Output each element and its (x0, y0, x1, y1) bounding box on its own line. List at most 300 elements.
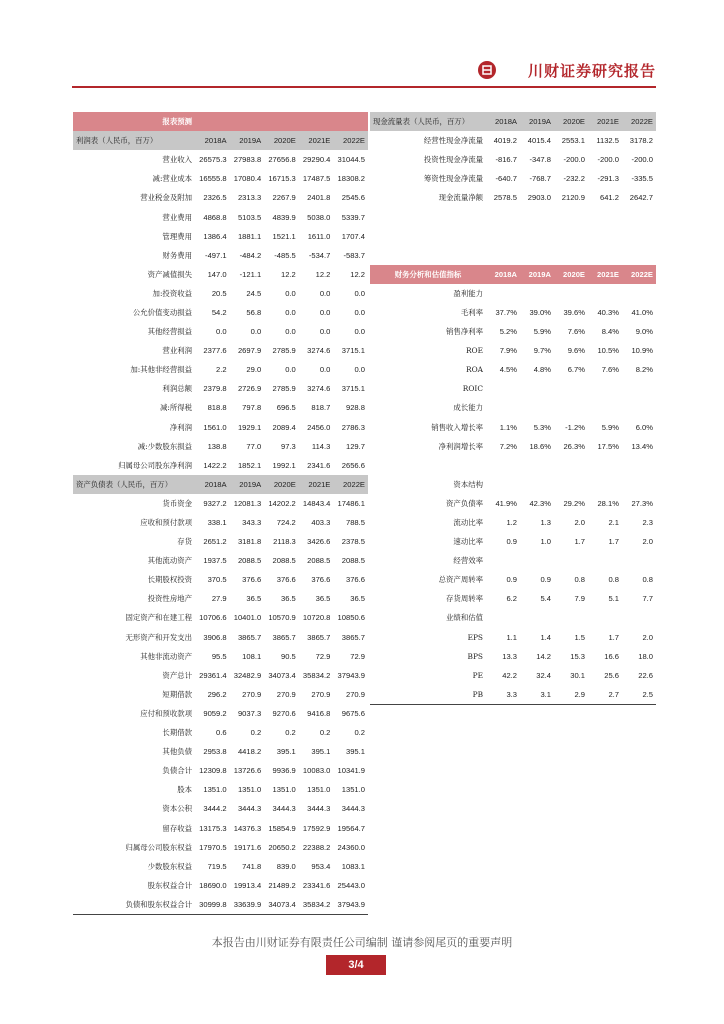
row-label: 资本结构 (453, 479, 483, 489)
cell-value: 3865.7 (237, 632, 262, 642)
spacer-row (370, 207, 656, 226)
table-row (73, 780, 368, 799)
row-label: 资产负债率 (446, 498, 483, 508)
cell-value: 741.8 (242, 861, 262, 871)
page-number: 3/4 (326, 955, 386, 975)
cell-value: 2022E (333, 475, 368, 494)
cell-value: 0.9 (540, 575, 551, 585)
cell-value: 23341.6 (302, 880, 331, 890)
row-label: 营业收入 (162, 155, 192, 165)
cell-value: 147.0 (207, 269, 227, 279)
cell-value: 10341.9 (337, 766, 365, 776)
cell-value: 3274.6 (307, 346, 331, 356)
cell-value: 18.0 (638, 651, 653, 661)
cell-value: 29.2% (563, 498, 585, 508)
cell-value: 9059.2 (203, 708, 227, 718)
row-label: 应收和预付款项 (140, 518, 192, 528)
table-row (73, 838, 368, 857)
cell-value: 0.0 (216, 327, 227, 337)
cell-value: -640.7 (495, 174, 517, 184)
cell-value (588, 551, 622, 570)
table-row (73, 532, 368, 551)
table-row (73, 418, 368, 437)
table-row (73, 857, 368, 876)
cell-value: 0.0 (354, 365, 365, 375)
cell-value (588, 207, 622, 226)
cell-value: 343.3 (242, 518, 262, 528)
cell-value: 18.6% (529, 441, 551, 451)
table-row (370, 647, 656, 666)
cell-value: 9270.6 (272, 708, 296, 718)
cell-value (195, 112, 230, 131)
cell-value (520, 379, 554, 398)
cell-value (622, 227, 656, 246)
cell-value: 0.8 (574, 575, 585, 585)
cell-value: 30.1 (570, 670, 585, 680)
cell-value: 9327.2 (203, 498, 227, 508)
cell-value (588, 475, 622, 494)
cell-value: 24.5 (246, 288, 262, 298)
cell-value (486, 246, 520, 265)
cell-value: 72.9 (315, 651, 331, 661)
cell-value (264, 112, 299, 131)
row-label: 现金流量表（人民币，百万） (370, 112, 486, 131)
row-label: 营业利润 (162, 346, 192, 356)
cell-value (588, 227, 622, 246)
cell-value: 0.0 (285, 288, 296, 298)
cell-value: 0.0 (354, 327, 365, 337)
table-row (73, 398, 368, 417)
cell-value: 2401.8 (307, 193, 331, 203)
cell-value: 0.0 (319, 307, 331, 317)
cell-value: 2018A (486, 265, 520, 284)
row-label: PE (472, 670, 483, 680)
cell-value: 15854.9 (268, 823, 296, 833)
cell-value: 39.6% (563, 307, 585, 317)
cell-value (588, 398, 622, 417)
cell-value: 4418.2 (237, 747, 262, 757)
cell-value: 2379.8 (203, 384, 227, 394)
cell-value: 24360.0 (337, 842, 365, 852)
table-row (370, 188, 656, 207)
row-label: 流动比率 (453, 518, 483, 528)
cell-value: 2903.0 (527, 193, 551, 203)
cell-value: 2022E (622, 265, 656, 284)
row-label: 销售净利率 (446, 327, 483, 337)
row-label: 毛利率 (460, 307, 483, 317)
cell-value: 2020E (554, 265, 588, 284)
cell-value: 19171.6 (233, 842, 262, 852)
cell-value (554, 207, 588, 226)
cell-value: 33639.9 (230, 895, 265, 915)
cell-value: 395.1 (345, 747, 365, 757)
cell-value: 32482.9 (233, 670, 262, 680)
page-header (72, 52, 656, 88)
cell-value: 1.7 (608, 632, 619, 642)
cell-value: 3715.1 (341, 346, 365, 356)
cell-value: 696.5 (276, 403, 296, 413)
cell-value: 0.6 (216, 728, 227, 738)
cell-value: 4015.4 (527, 136, 551, 146)
table-row (370, 685, 656, 705)
row-label: 存货周转率 (446, 594, 483, 604)
row-label: 销售收入增长率 (431, 422, 483, 432)
cell-value (486, 379, 520, 398)
cell-value: 724.2 (276, 518, 296, 528)
row-label (370, 207, 486, 226)
cell-value: 1.7 (608, 537, 619, 547)
cell-value: 19564.7 (337, 823, 365, 833)
cell-value: 9037.3 (237, 708, 262, 718)
cell-value: 9416.8 (307, 708, 331, 718)
cell-value: 1561.0 (203, 422, 227, 432)
table-row (73, 207, 368, 226)
row-label: 股东权益合计 (147, 880, 192, 890)
cell-value: 2021E (588, 265, 622, 284)
row-label: 资本公积 (162, 804, 192, 814)
cell-value: -1.2% (565, 422, 585, 432)
cell-value: 2545.6 (341, 193, 365, 203)
cell-value: -200.0 (631, 155, 653, 165)
cell-value: 3444.3 (237, 804, 262, 814)
disclaimer-note: 本报告由川财证券有限责任公司编制 谨请参阅尾页的重要声明 (211, 936, 513, 949)
table-row (73, 360, 368, 379)
cell-value (622, 398, 656, 417)
cell-value: 7.2% (499, 441, 517, 451)
cell-value: 12.2 (281, 269, 296, 279)
cell-value: 2341.6 (307, 460, 331, 470)
cell-value: 17.5% (597, 441, 619, 451)
row-label: 经营效率 (453, 556, 483, 566)
cell-value: 9.6% (567, 346, 585, 356)
cell-value: 370.5 (207, 575, 227, 585)
row-label: 固定资产和在建工程 (125, 613, 192, 623)
cell-value: 376.6 (276, 575, 296, 585)
cell-value: 27656.8 (268, 155, 296, 165)
cell-value (622, 551, 656, 570)
cell-value (520, 456, 554, 475)
table-row (370, 169, 656, 188)
cell-value: 2019A (230, 475, 265, 494)
cell-value: 1.7 (574, 537, 585, 547)
cell-value: 2656.6 (341, 460, 365, 470)
row-label: 其他非流动资产 (140, 651, 192, 661)
cell-value: 7.7 (642, 594, 653, 604)
table-row (370, 532, 656, 551)
row-label: 总资产周转率 (438, 575, 483, 585)
cell-value: 2020E (264, 131, 299, 150)
cell-value: -347.8 (529, 155, 551, 165)
row-label: 减:少数股东损益 (137, 441, 192, 451)
row-label: 公允价值变动损益 (132, 307, 192, 317)
row-label: ROA (466, 365, 483, 375)
row-label: BPS (467, 651, 483, 661)
table-row (370, 494, 656, 513)
cell-value: 2018A (195, 131, 230, 150)
cell-value: 395.1 (311, 747, 331, 757)
table-row (370, 608, 656, 627)
table-row (370, 570, 656, 589)
cell-value: 27.9 (211, 594, 227, 604)
cell-value: 2022E (333, 131, 368, 150)
row-label: 其他负债 (162, 747, 192, 757)
cell-value: 1611.0 (307, 231, 331, 241)
row-label: 资产负债表（人民币，百万） (73, 475, 195, 494)
cell-value: 2785.9 (272, 384, 296, 394)
table-row (370, 513, 656, 532)
row-label: 筹资性现金净流量 (423, 174, 483, 184)
cell-value (299, 112, 334, 131)
row-label: 加:投资收益 (152, 288, 192, 298)
cell-value: 2019A (230, 131, 265, 150)
cell-value: 1.1 (506, 632, 517, 642)
table-header-row (370, 265, 656, 284)
cell-value: 797.8 (242, 403, 262, 413)
cell-value: 4019.2 (493, 136, 517, 146)
table-row (370, 131, 656, 150)
cell-value (486, 608, 520, 627)
cell-value: 0.0 (319, 365, 331, 375)
cell-value: 16715.3 (268, 174, 296, 184)
table-row (73, 895, 368, 915)
cell-value: 0.2 (285, 728, 296, 738)
table-row (73, 704, 368, 723)
cell-value: 2456.0 (307, 422, 331, 432)
cell-value: 2022E (622, 112, 656, 131)
cell-value: 7.9% (499, 346, 517, 356)
cell-value: 9936.9 (272, 766, 296, 776)
cell-value: 41.0% (631, 307, 653, 317)
cell-value: 296.2 (207, 689, 227, 699)
cell-value: 2326.5 (203, 193, 227, 203)
cell-value: 1992.1 (272, 460, 296, 470)
cell-value: 1422.2 (203, 460, 227, 470)
row-label: 净利润增长率 (438, 441, 483, 451)
cell-value: 5038.0 (307, 212, 331, 222)
cell-value: 1.0 (540, 537, 551, 547)
table-row (370, 475, 656, 494)
cell-value: 2377.6 (203, 346, 227, 356)
cell-value (554, 379, 588, 398)
cell-value: 13.3 (502, 651, 517, 661)
cell-value (622, 284, 656, 303)
cell-value: 95.5 (211, 651, 227, 661)
cell-value: -335.5 (631, 174, 653, 184)
row-label: 资产减值损失 (147, 269, 192, 279)
cell-value: -534.7 (308, 250, 331, 260)
cell-value: 5339.7 (341, 212, 365, 222)
cell-value: 2786.3 (341, 422, 365, 432)
row-label: 现金流量净额 (438, 193, 483, 203)
cell-value: 3178.2 (629, 136, 653, 146)
cell-value: 4.8% (533, 365, 551, 375)
cell-value: 17592.9 (302, 823, 331, 833)
row-label: 减:营业成本 (152, 174, 192, 184)
cell-value: 2.3 (642, 518, 653, 528)
cell-value: 4839.9 (272, 212, 296, 222)
cell-value: 14843.4 (302, 498, 331, 508)
table-row (73, 666, 368, 685)
spacer-row (370, 227, 656, 246)
cell-value: 1852.1 (237, 460, 262, 470)
cell-value (520, 551, 554, 570)
table-header-row (370, 112, 656, 131)
cell-value: 3.1 (520, 685, 554, 705)
table-header-row (73, 131, 368, 150)
cell-value: 338.1 (207, 518, 227, 528)
cell-value: 9.7% (533, 346, 551, 356)
cell-value: 2697.9 (237, 346, 262, 356)
row-label: 速动比率 (453, 537, 483, 547)
cell-value: 1.2 (506, 518, 517, 528)
row-label: 营业费用 (162, 212, 192, 222)
cell-value: 22.6 (638, 670, 653, 680)
cell-value: 36.5 (315, 594, 331, 604)
cell-value: -484.2 (239, 250, 262, 260)
cell-value: 10.9% (631, 346, 653, 356)
cell-value: 1351.0 (237, 785, 262, 795)
cell-value: 32.4 (536, 670, 551, 680)
cell-value (520, 227, 554, 246)
row-label: 营业税金及附加 (140, 193, 192, 203)
cell-value: 2.1 (608, 518, 619, 528)
cell-value: 29.0 (246, 365, 262, 375)
cell-value: 2118.3 (273, 537, 296, 547)
cell-value: 10083.0 (302, 766, 331, 776)
cell-value: 40.3% (597, 307, 619, 317)
cell-value: 25.6 (604, 670, 619, 680)
cell-value: 2578.5 (493, 193, 517, 203)
cell-value (520, 398, 554, 417)
cell-value (588, 246, 622, 265)
cell-value: 3444.3 (272, 804, 296, 814)
table-row (73, 246, 368, 265)
row-label: 短期借款 (162, 689, 192, 699)
cell-value: 2.0 (642, 537, 653, 547)
cell-value: 1351.0 (203, 785, 227, 795)
cell-value: 2267.9 (272, 193, 296, 203)
cell-value: 26575.3 (199, 155, 227, 165)
cell-value: 2.2 (216, 365, 227, 375)
cell-value: -485.5 (274, 250, 296, 260)
cell-value: 21489.2 (268, 880, 296, 890)
cell-value: 14.2 (536, 651, 551, 661)
table-row (73, 150, 368, 169)
row-label: PB (370, 685, 486, 705)
row-label: 长期股权投资 (147, 575, 192, 585)
table-row (370, 666, 656, 685)
cell-value: -816.7 (495, 155, 517, 165)
cell-value: 2088.5 (272, 556, 296, 566)
cell-value: 39.0% (529, 307, 551, 317)
table-row (73, 799, 368, 818)
cell-value (486, 475, 520, 494)
cell-value: 108.1 (242, 651, 262, 661)
cell-value: 37.7% (495, 307, 517, 317)
header-divider (72, 86, 656, 88)
cell-value (486, 456, 520, 475)
cell-value: 1.4 (540, 632, 551, 642)
cell-value: 3444.3 (341, 804, 365, 814)
cell-value (520, 207, 554, 226)
cell-value: 1.5 (574, 632, 585, 642)
table-row (73, 876, 368, 895)
cell-value (554, 227, 588, 246)
cell-value: 0.0 (285, 327, 296, 337)
cell-value: 8.4% (601, 327, 619, 337)
cell-value: 56.8 (246, 307, 262, 317)
cell-value: 2.0 (642, 632, 653, 642)
cell-value (486, 398, 520, 417)
cell-value: 0.8 (642, 575, 653, 585)
table-row (370, 628, 656, 647)
table-row (73, 761, 368, 780)
cell-value: 29290.4 (302, 155, 331, 165)
cell-value: 5.9% (601, 422, 619, 432)
cell-value: 2651.2 (203, 537, 227, 547)
cell-value: 5.9% (533, 327, 551, 337)
cell-value: 4868.8 (203, 212, 227, 222)
cell-value: 34073.4 (268, 670, 296, 680)
cell-value: 0.8 (608, 575, 619, 585)
table-row (73, 513, 368, 532)
row-label: 留存收益 (162, 823, 192, 833)
cell-value: 35834.2 (299, 895, 334, 915)
cell-value: 1.3 (540, 518, 551, 528)
cell-value: 2553.1 (561, 136, 585, 146)
cell-value: 20.5 (211, 288, 227, 298)
row-label: 减:所得税 (159, 403, 192, 413)
cell-value: 20650.2 (268, 842, 296, 852)
row-label: 财务分析和估值指标 (370, 265, 486, 284)
cell-value: 403.3 (311, 518, 331, 528)
table-header-row (73, 475, 368, 494)
cell-value: 2020E (554, 112, 588, 131)
cell-value (622, 608, 656, 627)
cell-value: 25443.0 (337, 880, 365, 890)
cell-value: 114.3 (311, 441, 331, 451)
cell-value: 0.0 (319, 288, 331, 298)
table-row (370, 589, 656, 608)
cell-value: 0.0 (354, 307, 365, 317)
row-label: 归属母公司股东权益 (125, 842, 192, 852)
cell-value: -200.0 (563, 155, 585, 165)
row-label: 其他流动资产 (147, 556, 192, 566)
row-label: ROIC (462, 384, 483, 394)
table-row (370, 322, 656, 341)
row-label: EPS (467, 632, 483, 642)
table-row (370, 418, 656, 437)
cell-value: 138.8 (207, 441, 227, 451)
cell-value: 6.2 (506, 594, 517, 604)
row-label (370, 456, 486, 475)
cell-value: 15.3 (570, 651, 585, 661)
cell-value: 9.0% (635, 327, 653, 337)
cell-value: 36.5 (350, 594, 365, 604)
row-label: ROE (465, 346, 483, 356)
cell-value: 2088.5 (307, 556, 331, 566)
cell-value: 17486.1 (337, 498, 365, 508)
cell-value: 1386.4 (203, 231, 227, 241)
company-logo-icon (478, 61, 496, 79)
cell-value: -200.0 (597, 155, 619, 165)
cell-value: 17080.4 (233, 174, 262, 184)
table-row (370, 284, 656, 303)
row-label: 无形资产和开发支出 (125, 632, 192, 642)
row-label: 管理费用 (162, 231, 192, 241)
cell-value: 37943.9 (337, 670, 365, 680)
row-label (370, 227, 486, 246)
